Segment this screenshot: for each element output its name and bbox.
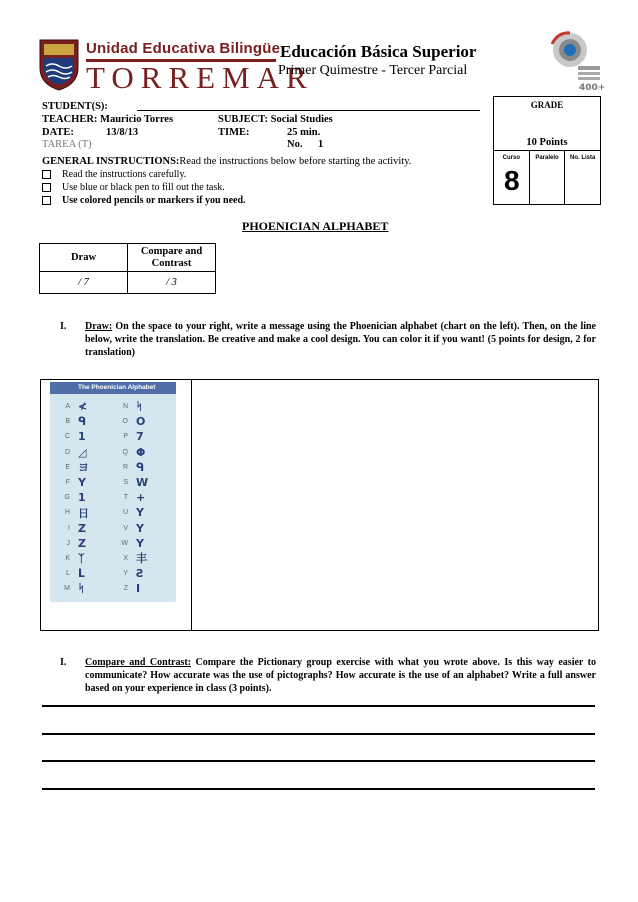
alphabet-letter: D bbox=[64, 448, 70, 456]
phoenician-symbol: Y bbox=[136, 536, 144, 550]
alphabet-letter: K bbox=[65, 554, 70, 562]
alphabet-row bbox=[50, 536, 176, 551]
phoenician-symbol: ᑫ bbox=[78, 415, 87, 429]
phoenician-symbol: 1 bbox=[78, 430, 86, 444]
teacher-label: TEACHER: Mauricio Torres bbox=[42, 114, 174, 125]
alphabet-row bbox=[50, 521, 176, 536]
instruction-item bbox=[42, 195, 246, 206]
phoenician-symbol: + bbox=[136, 491, 146, 505]
draw-area bbox=[40, 379, 599, 631]
phoenician-symbol: Ƨ bbox=[136, 567, 144, 581]
time-value: 25 min. bbox=[287, 127, 321, 138]
instruction-text: Use colored pencils or markers if you need. bbox=[62, 195, 246, 206]
alphabet-row bbox=[50, 581, 176, 596]
phoenician-symbol: Y bbox=[78, 476, 86, 490]
general-instructions bbox=[42, 156, 411, 167]
checkbox-icon[interactable] bbox=[42, 170, 51, 179]
subject-label: SUBJECT: Social Studies bbox=[218, 114, 333, 125]
alphabet-row bbox=[50, 445, 176, 460]
alphabet-letter: W bbox=[121, 539, 128, 547]
phoenician-symbol: ᑫ bbox=[136, 460, 145, 474]
alphabet-letter: I bbox=[68, 524, 70, 532]
alphabet-letter: O bbox=[122, 418, 128, 426]
alphabet-letter: U bbox=[122, 509, 128, 517]
alphabet-letter: B bbox=[65, 418, 70, 426]
grade-box bbox=[493, 96, 601, 205]
alphabet-row bbox=[50, 551, 176, 566]
instruction-item bbox=[42, 182, 225, 193]
alphabet-grid bbox=[50, 399, 176, 596]
grade-class-row bbox=[494, 150, 600, 205]
document-subtitle: Primer Quimestre - Tercer Parcial bbox=[278, 63, 468, 78]
alphabet-letter: J bbox=[66, 539, 70, 547]
anniversary-seal-logo bbox=[548, 30, 606, 93]
section-compare bbox=[60, 656, 596, 695]
score-table bbox=[39, 243, 216, 294]
section-text: On the space to your right, write a message using the Phoenician alphabet (chart on the left). Then, on the line below, write the translation. Be creative and make a cool design. You can color it if you want! (5 points for design, 2 for translation) bbox=[85, 321, 596, 358]
phoenician-symbol: Φ bbox=[136, 445, 146, 459]
draw-header: Draw bbox=[40, 244, 128, 272]
alphabet-row bbox=[50, 414, 176, 429]
main-title: PHOENICIAN ALPHABET bbox=[242, 219, 389, 233]
answer-line[interactable] bbox=[42, 733, 595, 735]
date-value: 13/8/13 bbox=[106, 127, 139, 138]
phoenician-symbol: I bbox=[136, 582, 141, 596]
phoenician-alphabet-chart bbox=[50, 382, 176, 602]
section-draw bbox=[60, 320, 596, 359]
alphabet-letter: T bbox=[123, 494, 128, 502]
no-lista-cell[interactable] bbox=[565, 151, 600, 205]
compare-score[interactable]: / 3 bbox=[128, 272, 216, 294]
paralelo-cell[interactable] bbox=[530, 151, 566, 205]
grade-label: GRADE bbox=[530, 100, 564, 110]
compare-header: Compare and Contrast bbox=[128, 244, 216, 272]
phoenician-symbol: Z bbox=[78, 536, 86, 550]
alphabet-letter: R bbox=[122, 463, 128, 471]
seal-400-text: 400+ bbox=[579, 83, 606, 93]
phoenician-symbol: Z bbox=[78, 521, 86, 535]
checkbox-icon[interactable] bbox=[42, 196, 51, 205]
alphabet-row bbox=[50, 490, 176, 505]
alphabet-letter: X bbox=[123, 554, 128, 562]
alphabet-row bbox=[50, 505, 176, 520]
phoenician-symbol: 7 bbox=[136, 430, 144, 444]
phoenician-symbol: ◿ bbox=[78, 445, 87, 459]
phoenician-symbol: W bbox=[136, 476, 149, 490]
drawing-space[interactable] bbox=[192, 380, 598, 630]
phoenician-symbol: Y bbox=[136, 521, 144, 535]
student-label: STUDENT(S): bbox=[42, 101, 108, 112]
instruction-text: Use blue or black pen to fill out the task. bbox=[62, 182, 225, 193]
no-lista-header: No. Lista bbox=[570, 155, 596, 161]
alphabet-letter: P bbox=[123, 433, 128, 441]
paralelo-header: Paralelo bbox=[535, 155, 559, 161]
phoenician-symbol: ≮ bbox=[78, 400, 88, 414]
instructions-heading: GENERAL INSTRUCTIONS: bbox=[42, 156, 180, 167]
time-label: TIME: bbox=[218, 127, 250, 138]
alphabet-letter: E bbox=[65, 463, 70, 471]
alphabet-letter: V bbox=[123, 524, 128, 532]
alphabet-letter: Q bbox=[122, 448, 128, 456]
alphabet-letter: L bbox=[66, 570, 70, 578]
alphabet-letter: M bbox=[64, 585, 70, 593]
phoenician-symbol: O bbox=[136, 415, 146, 429]
alphabet-letter: Z bbox=[123, 585, 128, 593]
section-heading: Draw: bbox=[85, 321, 113, 332]
alphabet-row bbox=[50, 399, 176, 414]
alphabet-chart-title: The Phoenician Alphabet bbox=[50, 382, 176, 394]
alphabet-letter: N bbox=[122, 403, 128, 411]
instructions-intro: Read the instructions below before starting the activity. bbox=[179, 156, 412, 167]
phoenician-symbol: 1 bbox=[78, 491, 86, 505]
school-crest-logo bbox=[38, 36, 80, 92]
alphabet-row bbox=[50, 429, 176, 444]
answer-line[interactable] bbox=[42, 788, 595, 790]
phoenician-symbol: ᒪ bbox=[78, 567, 85, 581]
school-brand-text: TORREMAR bbox=[86, 60, 314, 95]
phoenician-symbol: Y bbox=[136, 506, 144, 520]
grade-points: 10 Points bbox=[526, 137, 568, 148]
alphabet-row bbox=[50, 475, 176, 490]
draw-score[interactable]: / 7 bbox=[40, 272, 128, 294]
curso-cell bbox=[494, 151, 530, 205]
curso-header: Curso bbox=[502, 155, 520, 161]
number-label: No. bbox=[287, 139, 303, 150]
phoenician-symbol: ᛋ bbox=[78, 582, 85, 596]
alphabet-letter: C bbox=[64, 433, 70, 441]
number-value: 1 bbox=[318, 139, 324, 150]
document-title: Educación Básica Superior bbox=[280, 42, 477, 61]
phoenician-symbol: ᛉ bbox=[78, 551, 85, 565]
phoenician-symbol: ᛋ bbox=[136, 400, 143, 414]
date-label: DATE: bbox=[42, 127, 74, 138]
school-name: Unidad Educativa Bilingüe bbox=[86, 40, 281, 57]
phoenician-symbol: 丰 bbox=[136, 552, 147, 566]
section-text: Compare the Pictionary group exercise with what you wrote above. Is this way easier to communicate? How accurate was the use of pictographs? How accurate is the use of an alphabet? Write a full answer based on your experience in class (3 points). bbox=[85, 657, 596, 694]
alphabet-letter: F bbox=[65, 479, 70, 487]
alphabet-row bbox=[50, 566, 176, 581]
alphabet-letter: A bbox=[65, 403, 70, 411]
section-number: I. bbox=[60, 321, 67, 332]
section-number: I. bbox=[60, 657, 67, 668]
student-name-line[interactable] bbox=[137, 110, 480, 111]
curso-value: 8 bbox=[504, 165, 520, 196]
alphabet-letter: Y bbox=[123, 570, 128, 578]
phoenician-symbol: 日 bbox=[78, 506, 89, 520]
phoenician-symbol: ヨ bbox=[78, 461, 89, 475]
alphabet-letter: S bbox=[123, 479, 128, 487]
alphabet-row bbox=[50, 460, 176, 475]
alphabet-letter: H bbox=[64, 509, 70, 517]
checkbox-icon[interactable] bbox=[42, 183, 51, 192]
answer-line[interactable] bbox=[42, 760, 595, 762]
section-heading: Compare and Contrast: bbox=[85, 657, 192, 668]
instruction-text: Read the instructions carefully. bbox=[62, 169, 187, 180]
tarea-label: TAREA (T) bbox=[42, 139, 92, 150]
instruction-item bbox=[42, 169, 186, 180]
alphabet-letter: G bbox=[64, 494, 70, 502]
answer-line[interactable] bbox=[42, 705, 595, 707]
